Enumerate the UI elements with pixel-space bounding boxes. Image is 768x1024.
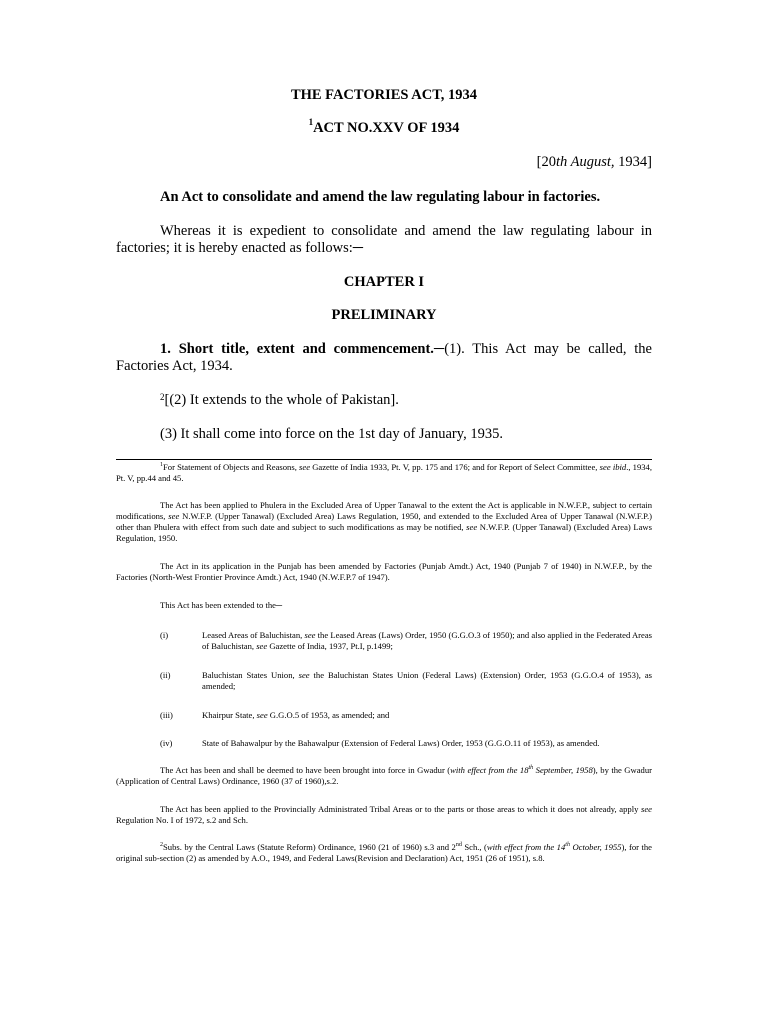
date-italic: th August, (555, 154, 615, 170)
item-text-b: the Leased Areas (Laws) Order, 1950 (G.G.O.3 of 1950); and also applied in the Federated Areas of Baluchistan, (202, 630, 653, 651)
list-item (202, 670, 652, 692)
footnote-1-marker: 1 (160, 462, 163, 468)
act-number-text: ACT NO.XXV OF 1934 (313, 120, 460, 136)
preamble-whereas: Whereas it is expedient to consolidate and amend the law regulating labour in factories; it is hereby enacted as follows:─ (116, 223, 652, 256)
section-1-clause-3: (3) It shall come into force on the 1st day of January, 1935. (160, 426, 503, 442)
gwadur-text-a: The Act has been and shall be deemed to have been brought into force in Gwadur ( (160, 765, 451, 775)
fn2-italic-b: October, 1955 (569, 842, 622, 852)
section-1-heading: 1. Short title, extent and commencement.─ (160, 341, 445, 357)
fn2-text-c: ), for the original sub-section (2) as amended by A.O., 1949, and Federal Laws(Revision and Declaration) Act, 1951 (26 of 1951), s.8. (116, 842, 652, 863)
item-see: see (298, 670, 310, 680)
phulera-text-a: The Act has been applied to Phulera in the Excluded Area of Upper Tanawal to the extent the Act is applicable in N.W.F.P., subject to certain modifications, (116, 500, 652, 521)
list-item (202, 630, 652, 652)
item-text-b: G.G.O.5 of 1953, as amended; and (267, 710, 390, 720)
item-text-a: Leased Areas of Baluchistan, (202, 630, 305, 640)
fn1-see: see (299, 462, 311, 472)
item-text-b: the Baluchistan States Union (Federal Laws) (Extension) Order, 1953 (G.G.O.4 of 1953), as amended; (202, 670, 652, 691)
phulera-see-2: see (466, 522, 478, 532)
list-item (202, 710, 652, 721)
date-suffix: 1934] (614, 154, 652, 170)
item-text-c: Gazette of India, 1937, Pt.I, p.1499; (267, 641, 393, 651)
act-title: THE FACTORIES ACT, 1934 (290, 87, 478, 103)
list-item: State of Bahawalpur by the Bahawalpur (Extension of Federal Laws) Order, 1953 (G.G.O.11 of 1953), as amended. (202, 738, 600, 748)
note-extended-intro: This Act has been extended to the─ (160, 600, 283, 610)
fn2-ordinal: nd (455, 842, 462, 848)
note-punjab: The Act in its application in the Punjab has been amended by Factories (Punjab Amdt.) Act, 1940 (Punjab 7 of 1940) in N.W.F.P., by the Factories (North-West Frontier Province Amdt.) Act, 1940 (N.W.F.P.7 of 1947). (116, 561, 652, 582)
section-1 (116, 341, 652, 375)
note-gwadur (116, 765, 652, 787)
footnote-2 (116, 842, 652, 864)
note-tribal-areas (116, 804, 652, 826)
gwadur-italic-b: September, 1958 (533, 765, 593, 775)
tribal-text-b: Regulation No. I of 1972, s.2 and Sch. (116, 815, 248, 825)
item-text-a: Baluchistan States Union, (202, 670, 299, 680)
footnote-1 (116, 462, 652, 484)
fn2-ordinal-2: th (565, 842, 570, 848)
footnote-2-marker: 2 (160, 842, 163, 848)
fn1-see-ibid: see ibid (599, 462, 627, 472)
gwadur-effect-date (450, 765, 593, 775)
chapter-name: PRELIMINARY (331, 307, 437, 323)
fn2-italic-a: with effect from the 14 (486, 842, 566, 852)
phulera-text-c: N.W.F.P. (Upper Tanawal) (Excluded Area) Laws Regulation, 1950. (116, 522, 652, 543)
list-item-number: (iii) (160, 710, 173, 720)
fn1-text-b: Gazette of India 1933, Pt. V, pp. 175 and 176; and for Report of Select Committee, (310, 462, 600, 472)
gwadur-text-b: ), by the Gwadur (Application of Central Laws) Ordinance, 1960 (37 of 1960),s.2. (116, 765, 652, 786)
clause-2-text: [(2) It extends to the whole of Pakistan]. (164, 392, 399, 408)
long-title: An Act to consolidate and amend the law regulating labour in factories. (160, 189, 601, 205)
list-item-number: (i) (160, 630, 169, 640)
phulera-text-b: N.W.F.P. (Upper Tanawal) (Excluded Area) Laws Regulation, 1950, and extended to the Excluded Area of Upper Tanawal (N.W.F.P.) other than Phulera with effect from such date and subject to such modifications as may be notified, (116, 511, 652, 532)
list-item-number: (iv) (160, 738, 173, 748)
fn2-text-a: Subs. by the Central Laws (Statute Reform) Ordinance, 1960 (21 of 1960) s.3 and 2 (163, 842, 456, 852)
gwadur-italic-a: with effect from the 18 (450, 765, 529, 775)
fn2-text-b: Sch., ( (461, 842, 487, 852)
gwadur-ordinal: th (528, 765, 534, 771)
chapter-label: CHAPTER I (343, 274, 425, 290)
footnote-marker-2: 2 (160, 392, 165, 402)
footnote-marker-1: 1 (308, 117, 314, 127)
tribal-text-a: The Act has been applied to the Provincially Administrated Tribal Areas or to the parts or those areas to which it does not already, apply (160, 804, 642, 814)
section-1-clause-1: (1). This Act may be called, the Factories Act, 1934. (116, 341, 652, 374)
enactment-date (400, 154, 652, 171)
phulera-see-1: see (168, 511, 180, 521)
list-item-number: (ii) (160, 670, 171, 680)
act-number (116, 117, 652, 137)
item-see-2: see (256, 641, 268, 651)
fn1-text-a: For Statement of Objects and Reasons, (163, 462, 300, 472)
fn2-effect-date (487, 842, 622, 852)
fn1-text-c: ., 1934, Pt. V, pp.44 and 45. (116, 462, 653, 483)
item-see: see (304, 630, 316, 640)
item-see: see (256, 710, 268, 720)
note-phulera (116, 500, 652, 544)
footnote-divider (116, 459, 652, 460)
tribal-see: see (641, 804, 652, 814)
section-1-clause-2 (116, 392, 652, 409)
item-text-a: Khairpur State, (202, 710, 257, 720)
date-prefix: [20 (536, 154, 556, 170)
